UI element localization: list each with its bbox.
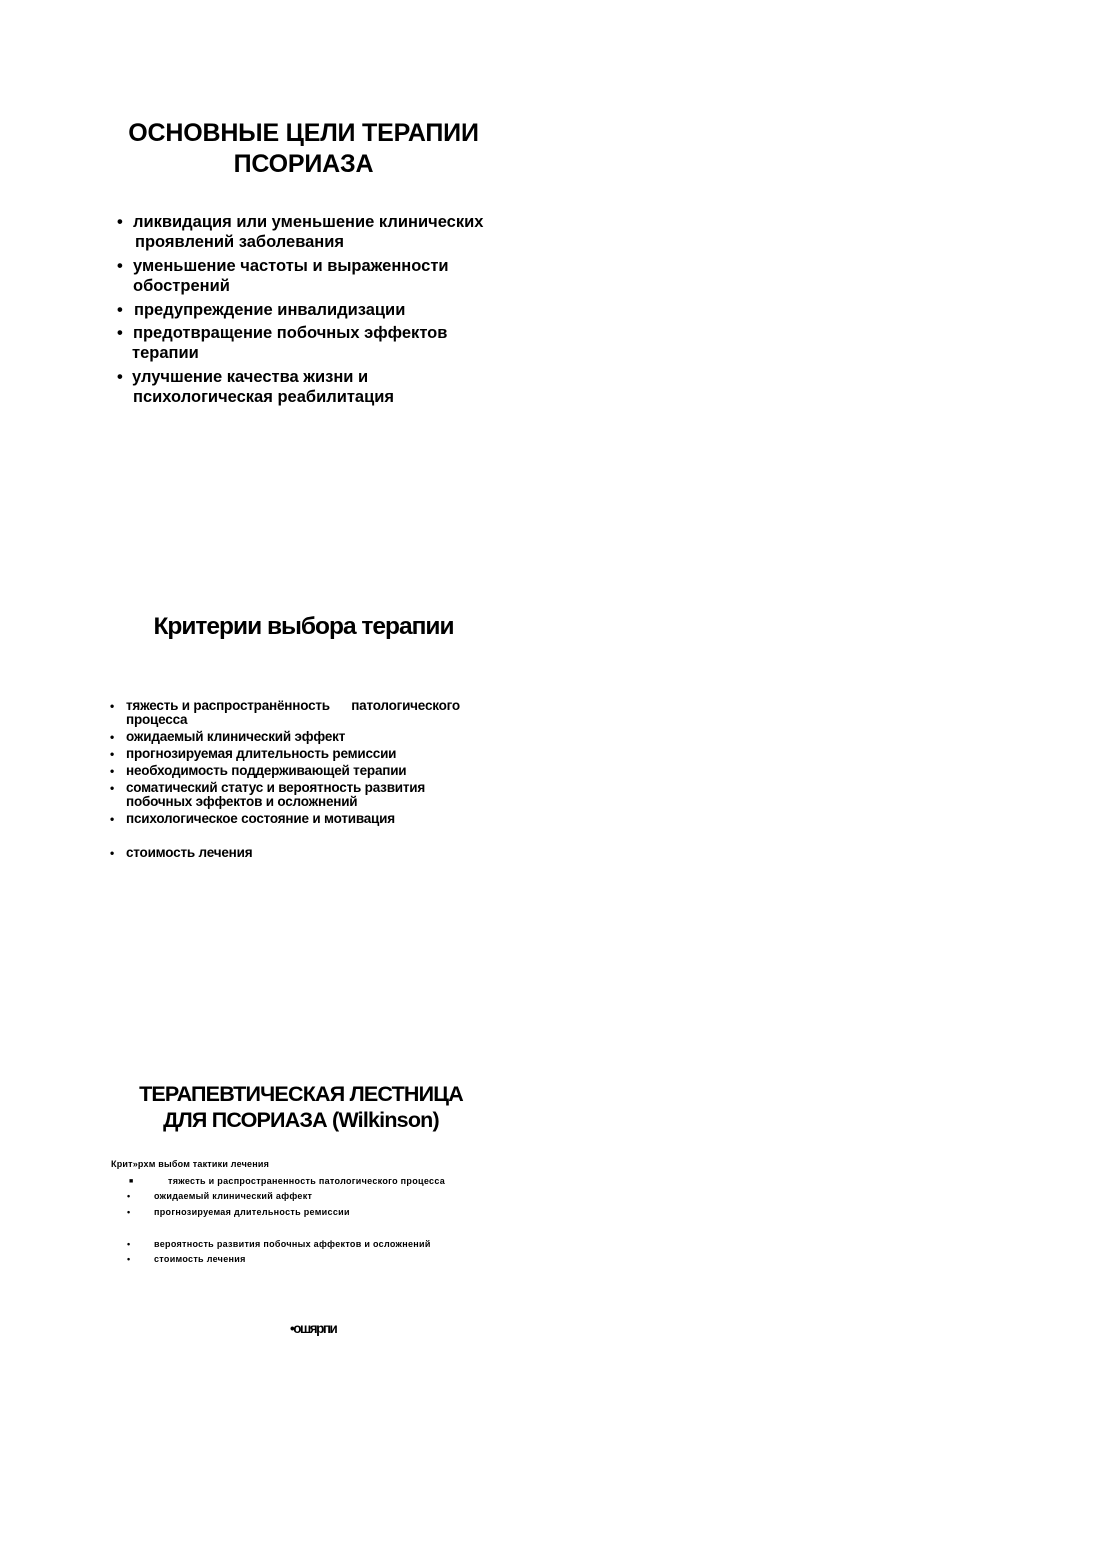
- bullet-icon: •: [110, 781, 115, 795]
- list-item: [117, 323, 517, 363]
- title-line: ТЕРАПЕВТИЧЕСКАЯ ЛЕСТНИЦА: [139, 1082, 463, 1106]
- list-item-line: обострений: [133, 277, 230, 295]
- list-item-line: предупреждение инвалидизации: [134, 301, 406, 319]
- list-item: [127, 1176, 547, 1187]
- list-item-line: процесса: [126, 712, 188, 727]
- bullet-icon: •: [117, 213, 123, 231]
- list-item-text: стоимость лечения: [154, 1254, 246, 1264]
- slide-title: [100, 118, 507, 180]
- garbled-text: •ошярпи: [290, 1321, 337, 1336]
- list-item: [127, 1191, 547, 1202]
- list-item-line: улучшение качества жизни и: [132, 368, 369, 386]
- list-item-line: проявлений заболевания: [135, 233, 345, 251]
- bullet-icon: •: [127, 1207, 131, 1217]
- list-item-line: необходимость поддерживающей терапии: [126, 763, 407, 778]
- list-item: [117, 300, 517, 320]
- list-item-line: прогнозируемая длительность ремиссии: [126, 746, 397, 761]
- list-item-text: тяжесть и распространенность патологического процесса: [168, 1176, 446, 1186]
- list-item: [117, 256, 517, 296]
- slide-title: Критерии выбора терапии: [153, 613, 454, 640]
- list-item: [127, 1207, 547, 1218]
- list-item-line: ожидаемый клинический эффект: [126, 729, 346, 744]
- bullet-icon: •: [117, 257, 123, 275]
- bullet-icon: •: [110, 812, 115, 826]
- title-line: ПСОРИАЗА: [233, 150, 374, 178]
- bullet-icon: •: [117, 301, 123, 319]
- list-item-line: ликвидация или уменьшение клинических: [133, 213, 484, 231]
- slide-subtitle: Крит»рхм выбом тактики лечения: [111, 1159, 270, 1169]
- bullet-icon: •: [127, 1254, 131, 1264]
- bullet-icon: •: [127, 1239, 131, 1249]
- list-item: [110, 812, 530, 826]
- list-item: [110, 699, 530, 727]
- square-bullet-icon: ■: [129, 1178, 134, 1185]
- list-item-line: психологическая реабилитация: [133, 388, 395, 406]
- title-line: ДЛЯ ПСОРИАЗА (Wilkinson): [163, 1108, 439, 1132]
- list-item: [110, 747, 530, 761]
- title-line: ОСНОВНЫЕ ЦЕЛИ ТЕРАПИИ: [128, 119, 479, 147]
- list-item: [110, 781, 530, 809]
- list-item-text: прогнозируемая длительность ремиссии: [154, 1207, 350, 1217]
- bullet-icon: •: [110, 730, 115, 744]
- list-item-line: побочных эффектов и осложнений: [126, 794, 358, 809]
- list-item: [117, 212, 517, 252]
- list-item-line: тяжесть и распространённость патологического: [126, 698, 460, 713]
- bullet-icon: •: [127, 1191, 131, 1201]
- bullet-icon: •: [110, 846, 115, 860]
- list-item: [110, 846, 530, 860]
- bullet-icon: •: [110, 764, 115, 778]
- list-item-line: терапии: [132, 344, 199, 362]
- list-item-line: стоимость лечения: [126, 845, 253, 860]
- list-item-text: ожидаемый клинический аффект: [154, 1191, 313, 1201]
- list-item: [117, 367, 517, 407]
- list-item-text: вероятность развития побочных аффектов и осложнений: [154, 1239, 431, 1249]
- list-item-line: психологическое состояние и мотивация: [126, 811, 395, 826]
- bullet-icon: •: [110, 699, 115, 713]
- list-item: [110, 730, 530, 744]
- list-item-line: соматический статус и вероятность развития: [126, 780, 426, 795]
- list-item: [127, 1254, 547, 1265]
- bullet-icon: •: [117, 324, 123, 342]
- list-item: [127, 1239, 547, 1250]
- bullet-icon: •: [117, 368, 123, 386]
- list-item-line: уменьшение частоты и выраженности: [133, 257, 449, 275]
- list-item-line: предотвращение побочных эффектов: [133, 324, 448, 342]
- list-item: [110, 764, 530, 778]
- slide-title: [100, 1081, 502, 1133]
- bullet-icon: •: [110, 747, 115, 761]
